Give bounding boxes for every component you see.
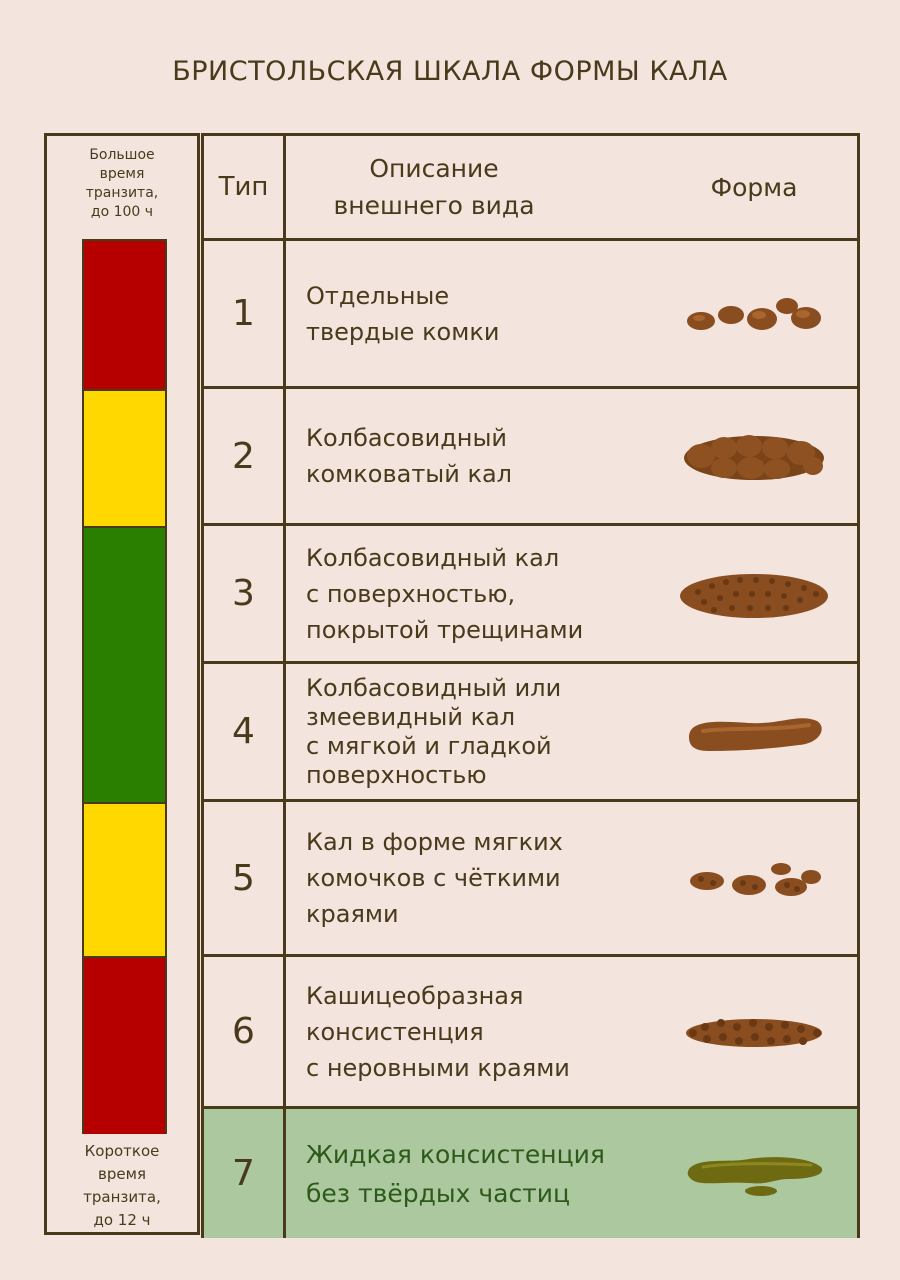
type-description: Колбасовидный или змеевидный кал с мягкой и гладкой поверхностью xyxy=(306,673,562,789)
lumpy-sausage-icon xyxy=(674,389,834,523)
short-transit-label: Короткое время транзита, до 12 ч xyxy=(83,1142,161,1229)
header-description: Описание внешнего вида xyxy=(333,154,535,220)
transit-time-scale xyxy=(44,133,200,1235)
type-description: Отдельные твердые комки xyxy=(306,281,500,346)
type-number: 3 xyxy=(232,573,255,614)
scale-segment-yellow-bottom xyxy=(84,802,165,958)
table-header-row xyxy=(204,136,857,241)
header-type: Тип xyxy=(218,172,269,202)
table-row xyxy=(204,664,857,802)
table-row xyxy=(204,526,857,664)
separate-hard-lumps-icon xyxy=(674,241,834,386)
type-number: 2 xyxy=(232,435,255,477)
long-transit-label: Большое время транзита, до 100 ч xyxy=(85,147,159,220)
table-row xyxy=(204,957,857,1109)
table-row xyxy=(204,802,857,957)
type-number: 4 xyxy=(232,711,255,752)
table-row xyxy=(204,1109,857,1238)
cracked-sausage-icon xyxy=(674,526,834,661)
scale-segment-red-bottom xyxy=(84,956,165,1134)
type-number: 5 xyxy=(232,857,255,899)
header-form: Форма xyxy=(710,172,798,202)
type-number: 7 xyxy=(232,1153,255,1194)
type-description: Колбасовидный комковатый кал xyxy=(306,424,513,488)
watery-liquid-icon xyxy=(674,1109,834,1238)
type-description: Кашицеобразная консистенция с неровными краями xyxy=(306,981,570,1082)
type-description: Жидкая консистенция без твёрдых частиц xyxy=(306,1139,605,1208)
type-description: Кал в форме мягких комочков с чёткими краями xyxy=(306,828,563,928)
page-title: БРИСТОЛЬСКАЯ ШКАЛА ФОРМЫ КАЛА xyxy=(172,56,728,87)
smooth-sausage-icon xyxy=(674,664,834,799)
scale-segment-red-top xyxy=(84,241,165,389)
type-number: 1 xyxy=(232,293,255,334)
color-scale-bar xyxy=(82,239,167,1134)
type-description: Колбасовидный кал с поверхностью, покрытой трещинами xyxy=(306,543,584,644)
type-number: 6 xyxy=(232,1011,255,1052)
scale-segment-green xyxy=(84,526,165,804)
soft-blobs-icon xyxy=(674,802,834,954)
scale-segment-yellow-top xyxy=(84,389,165,528)
bristol-scale-table xyxy=(201,133,860,1238)
table-row xyxy=(204,241,857,389)
table-row xyxy=(204,389,857,526)
mushy-pieces-icon xyxy=(674,957,834,1106)
